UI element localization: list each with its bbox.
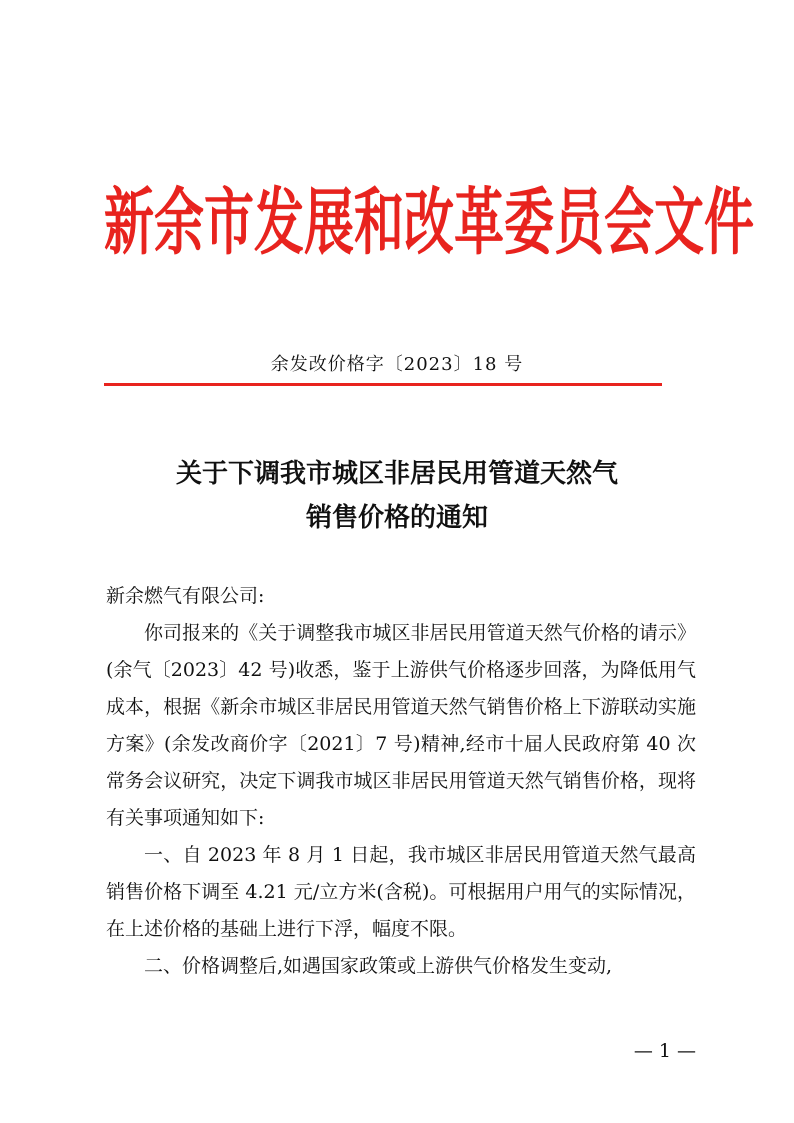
body-paragraph-intro: 你司报来的《关于调整我市城区非居民用管道天然气价格的请示》(余气〔2023〕42 号)收悉，鉴于上游供气价格逐步回落，为降低用气成本，根据《新余市城区非居民用管道天然气销售价格上下游联动实施方案》(余发改商价字〔2021〕7 号)精神,经市十届人民政府第 40 次常务会议研究，决定下调我市城区非居民用管道天然气销售价格，现将有关事项通知如下: xyxy=(106,622,696,829)
salutation: 新余燃气有限公司: xyxy=(106,585,265,607)
body-paragraph-item-2: 二、价格调整后,如遇国家政策或上游供气价格发生变动, xyxy=(144,955,613,977)
notice-title-line-2: 销售价格的通知 xyxy=(305,503,488,533)
page-number: — 1 — xyxy=(633,1040,696,1062)
body-paragraph-item-1: 一、自 2023 年 8 月 1 日起，我市城区非居民用管道天然气最高销售价格下调至 4.21 元/立方米(含税)。可根据用户用气的实际情况，在上述价格的基础上进行下浮，幅度不限。 xyxy=(106,844,696,940)
notice-title-line-1: 关于下调我市城区非居民用管道天然气 xyxy=(175,459,618,489)
masthead xyxy=(104,168,754,278)
document-number: 余发改价格字〔2023〕18 号 xyxy=(270,354,524,375)
red-separator-line xyxy=(104,383,662,386)
notice-title xyxy=(0,452,794,540)
masthead-title: 新余市发展和改革委员会文件 xyxy=(104,180,754,266)
notice-body xyxy=(106,578,696,985)
